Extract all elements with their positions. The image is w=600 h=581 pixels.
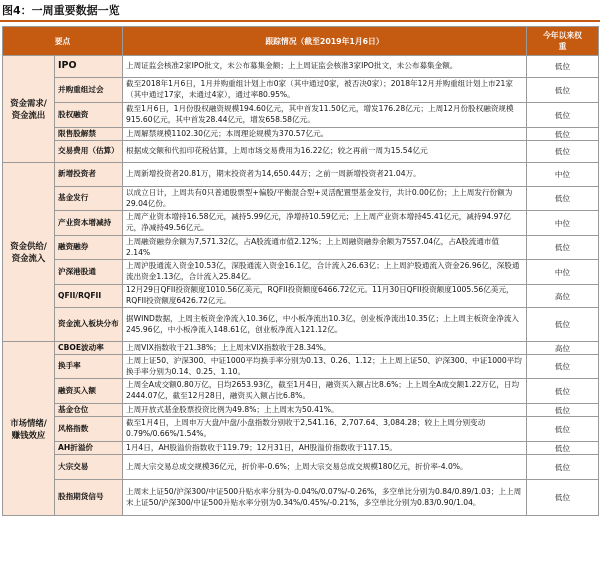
table-row <box>3 417 599 442</box>
group-label <box>3 56 55 163</box>
table-row <box>3 285 599 308</box>
row-item: 股指期货信号 <box>55 480 123 516</box>
row-content: 上周新增投资者20.81万，期末投资者为14,650.44万；之前一周新增投资者21.04万。 <box>123 163 527 187</box>
group-label-line2: 资金流出 <box>11 110 46 120</box>
table-row <box>3 211 599 236</box>
header-trend <box>527 27 599 56</box>
row-item: 风格指数 <box>55 417 123 442</box>
group-label-line1: 资金供给/ <box>10 241 47 251</box>
row-content: 上周大宗交易总成交规模36亿元，折价率-0.6%；上周大宗交易总成交规模180亿元，折价率-4.0%。 <box>123 455 527 480</box>
row-content: 上周证监会核准2家IPO批文，未公布募集金额；上上周证监会核准3家IPO批文，未公布募集金额。 <box>123 56 527 78</box>
header-trend-line1: 今年以来权 <box>543 31 582 40</box>
row-content: 截至2018年1月6日，1月并购重组计划上市0家（其中通过0家，被否决0家）；2018年12月并购重组计划上市21家（其中通过17家，未通过4家），通过率80.95%。 <box>123 78 527 103</box>
row-item: 新增投资者 <box>55 163 123 187</box>
table-header-row <box>3 27 599 56</box>
row-item: 资金流入板块分布 <box>55 308 123 342</box>
row-content: 上周开放式基金股票投资比例为49.8%；上上周末为50.41%。 <box>123 404 527 417</box>
row-trend: 低位 <box>527 141 599 163</box>
header-tracking: 跟踪情况（截至2019年1月6日） <box>123 27 527 56</box>
group-label-line2: 资金流入 <box>11 253 46 263</box>
table-row <box>3 141 599 163</box>
row-trend: 低位 <box>527 442 599 455</box>
table-row <box>3 128 599 141</box>
row-item: IPO <box>55 56 123 78</box>
row-item: 换手率 <box>55 355 123 379</box>
row-trend: 低位 <box>527 404 599 417</box>
row-trend: 低位 <box>527 56 599 78</box>
row-trend: 高位 <box>527 285 599 308</box>
row-item: 融资买入额 <box>55 379 123 404</box>
row-content: 12月29日QFII投资额度1010.56亿美元，RQFII投资额度6466.72亿元。11月30日QFII投资额度1005.56亿美元，RQFII投资额度6426.72亿元。 <box>123 285 527 308</box>
row-item: 基金仓位 <box>55 404 123 417</box>
row-trend: 低位 <box>527 128 599 141</box>
row-content: 上周解禁规模1102.30亿元；本周理论规模为370.57亿元。 <box>123 128 527 141</box>
table-row <box>3 379 599 404</box>
row-trend: 低位 <box>527 417 599 442</box>
row-item: CBOE波动率 <box>55 342 123 355</box>
row-trend: 中位 <box>527 163 599 187</box>
row-item: 交易费用（估算） <box>55 141 123 163</box>
row-content: 上周全A成交额0.80万亿，日均2653.93亿，截至1月4日，融资买入额占比8.6%；上上周全A成交额1.22万亿，日均2444.07亿，截至12月28日，融资买入额占比6.8%。 <box>123 379 527 404</box>
row-content: 截至1月6日，1月份股权融资规模194.60亿元，其中首发11.50亿元，增发176.28亿元；上周12月份股权融资规模915.60亿元，其中首发28.44亿元，增发658.58亿元。 <box>123 103 527 128</box>
row-content: 上周沪股通流入资金10.53亿，深股通流入资金16.1亿，合计流入26.63亿；上上周沪股通流入资金26.96亿，深股通流出资金1.13亿，合计流入25.84亿。 <box>123 260 527 285</box>
table-row <box>3 480 599 516</box>
row-content: 据WIND数据，上周主板资金净流入10.36亿，中小板净流出10.3亿，创业板净流出10.35亿；上上周主板资金净流入245.96亿，中小板净流入148.61亿，创业板净流入121.12亿。 <box>123 308 527 342</box>
row-content: 上周上证50、沪深300、中证1000平均换手率分别为0.13、0.26、1.12；上上周上证50、沪深300、中证1000平均换手率分别为0.14、0.25、1.10。 <box>123 355 527 379</box>
row-item: 沪深港股通 <box>55 260 123 285</box>
row-item: AH折溢价 <box>55 442 123 455</box>
row-item: 限售股解禁 <box>55 128 123 141</box>
row-trend: 中位 <box>527 211 599 236</box>
table-row <box>3 163 599 187</box>
figure-title: 图4：一周重要数据一览 <box>0 0 600 22</box>
table-row <box>3 342 599 355</box>
row-item: 产业资本增减持 <box>55 211 123 236</box>
row-trend: 低位 <box>527 455 599 480</box>
row-trend: 低位 <box>527 355 599 379</box>
table-row <box>3 78 599 103</box>
table-row <box>3 56 599 78</box>
row-item: QFII/RQFII <box>55 285 123 308</box>
row-content: 1月4日，AH股溢价指数收于119.79；12月31日，AH股溢价指数收于117.15。 <box>123 442 527 455</box>
row-item: 融资融券 <box>55 236 123 260</box>
row-content: 上周VIX指数收于21.38%；上上周末VIX指数收于28.34%。 <box>123 342 527 355</box>
row-content: 以成立日计，上周共有0只普通股票型+偏股/平衡混合型+灵活配置型基金发行，共计0.00亿份；上上周发行份额为29.04亿份。 <box>123 187 527 211</box>
table-row <box>3 404 599 417</box>
data-table <box>2 26 599 516</box>
table-row <box>3 355 599 379</box>
table-row <box>3 260 599 285</box>
row-item: 股权融资 <box>55 103 123 128</box>
table-body <box>3 56 599 516</box>
row-trend: 高位 <box>527 342 599 355</box>
row-trend: 低位 <box>527 308 599 342</box>
group-label <box>3 163 55 342</box>
row-trend: 低位 <box>527 236 599 260</box>
table-row <box>3 455 599 480</box>
table-row <box>3 442 599 455</box>
group-label-line2: 赚钱效应 <box>11 429 46 440</box>
header-point: 要点 <box>3 27 123 56</box>
group-label <box>3 342 55 516</box>
group-label-line1: 市场情绪/ <box>10 417 47 428</box>
row-content: 根据成交额和代扣印花税估算，上周市场交易费用为16.22亿；较之再前一周为15.54亿元 <box>123 141 527 163</box>
row-item: 基金发行 <box>55 187 123 211</box>
header-trend-line2: 重 <box>558 42 567 51</box>
row-item: 大宗交易 <box>55 455 123 480</box>
row-trend: 低位 <box>527 187 599 211</box>
row-item: 并购重组过会 <box>55 78 123 103</box>
row-content: 截至1月4日，上周申万大盘/中盘/小盘指数分别收于2,541.16、2,707.64、3,084.28；较上上周分别变动0.79%/0.66%/1.54%。 <box>123 417 527 442</box>
row-trend: 低位 <box>527 480 599 516</box>
row-content: 上周产业资本增持16.58亿元，减持5.99亿元，净增持10.59亿元；上上周产业资本增持45.41亿元，减持94.97亿元，净减持49.56亿元。 <box>123 211 527 236</box>
row-trend: 中位 <box>527 260 599 285</box>
row-trend: 低位 <box>527 103 599 128</box>
row-content: 上周末上证50/沪深300/中证500升贴水率分别为-0.04%/0.07%/-0.26%，多空单比分别为0.84/0.89/1.03；上上周末上证50/沪深300/中证500升贴水率分别为0.34%/0.45%/-0.21%，多空单比分别为0.83/0.90/1.04。 <box>123 480 527 516</box>
row-trend: 低位 <box>527 78 599 103</box>
table-row <box>3 103 599 128</box>
table-row <box>3 308 599 342</box>
row-content: 上周融资融券余额为7,571.32亿，占A股流通市值2.12%；上上周融资融券余额为7557.04亿，占A股流通市值2.14% <box>123 236 527 260</box>
group-label-line1: 资金需求/ <box>10 98 47 108</box>
row-trend: 低位 <box>527 379 599 404</box>
table-row <box>3 236 599 260</box>
table-row <box>3 187 599 211</box>
